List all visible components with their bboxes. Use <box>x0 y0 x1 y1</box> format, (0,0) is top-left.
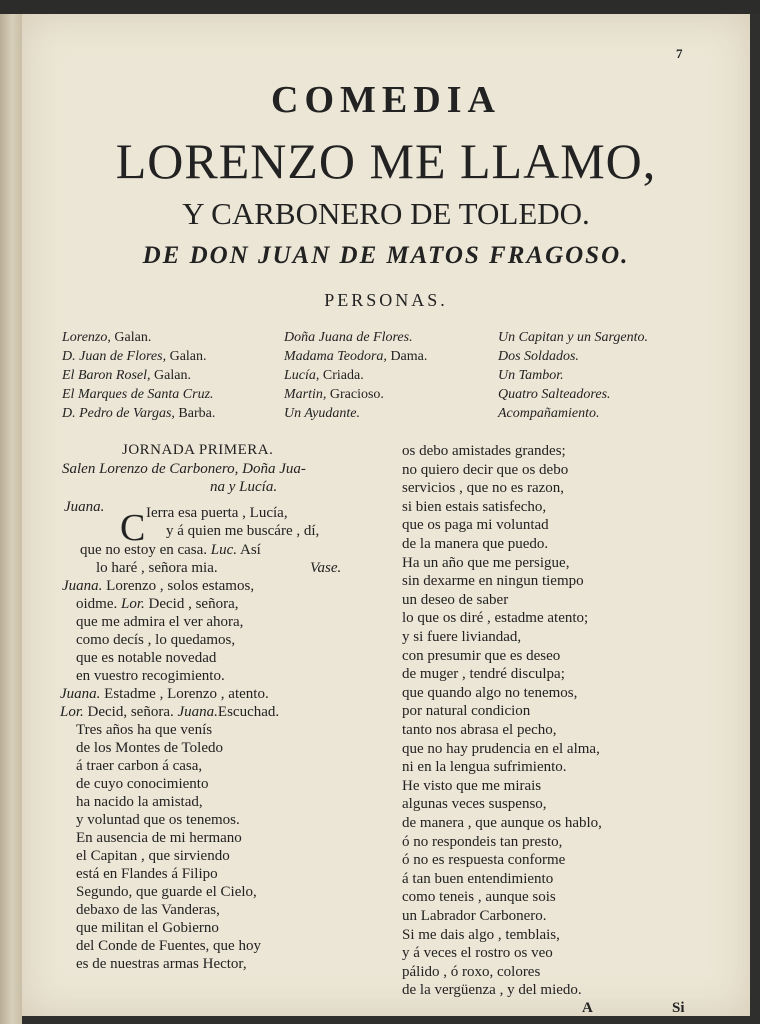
cast-role: Galan. <box>169 349 207 364</box>
verse-line: y voluntad que os tenemos. <box>76 812 240 828</box>
cast-role: , Galan. <box>107 330 152 345</box>
title-author: DE DON JUAN DE MATOS FRAGOSO. <box>142 242 630 269</box>
verse-line: está en Flandes á Filipo <box>76 866 218 882</box>
verse-line: ha nacido la amistad, <box>76 794 203 810</box>
cast-name: Madama Teodora, <box>284 349 387 364</box>
verse-line: de los Montes de Toledo <box>76 740 223 756</box>
verse-line: de manera , que aunque os hablo, <box>402 815 602 831</box>
book-binding-edge <box>0 14 23 1024</box>
verse-line: Ha un año que me persigue, <box>402 555 570 571</box>
cast-name: Un Ayudante. <box>284 406 360 421</box>
cast-name: Lucía <box>284 368 316 383</box>
cast-entry <box>284 406 427 425</box>
verse-line: á traer carbon á casa, <box>76 758 203 774</box>
cast-name: D. Juan de Flores, <box>62 349 167 364</box>
cast-role: Barba. <box>178 406 216 421</box>
verse-line: Segundo, que guarde el Cielo, <box>76 884 257 900</box>
title-subtitle: Y CARBONERO DE TOLEDO. <box>182 196 590 231</box>
verse-line: que quando algo no tenemos, <box>402 685 578 701</box>
verse-line: de muger , tendré disculpa; <box>402 666 565 682</box>
verse-line: el Capitan , que sirviendo <box>76 848 230 864</box>
verse-line: en vuestro recogimiento. <box>76 668 225 684</box>
cast-role: Dama. <box>390 349 428 364</box>
verse-line: con presumir que es deseo <box>402 648 561 664</box>
verse-line: que es notable novedad <box>76 650 217 666</box>
cast-entry <box>498 406 648 425</box>
cast-role: , Gracioso. <box>322 387 384 402</box>
cast-entry <box>284 349 427 368</box>
cast-entry <box>498 368 648 387</box>
verse-line: y si fuere liviandad, <box>402 629 522 645</box>
book-page <box>22 14 750 1016</box>
cast-entry <box>498 330 648 349</box>
cast-name: Martin <box>284 387 323 402</box>
verse-line: si bien estais satisfecho, <box>402 499 547 515</box>
verse-line: del Conde de Fuentes, que hoy <box>76 938 261 954</box>
cast-name: Lorenzo <box>62 330 108 345</box>
verse-line: tanto nos abrasa el pecho, <box>402 722 557 738</box>
cast-entry <box>62 387 215 406</box>
cast-name: El Baron Rosel, <box>62 368 151 383</box>
cast-name: Quatro Salteadores. <box>498 387 611 402</box>
cast-entry <box>498 349 648 368</box>
verse-line: Si me dais algo , temblais, <box>402 927 560 943</box>
verse-line: como teneis , aunque sois <box>402 889 556 905</box>
verse-line: servicios , que no es razon, <box>402 480 565 496</box>
verse-line: ni en la lengua sufrimiento. <box>402 759 567 775</box>
scan-right-border <box>750 14 760 1024</box>
verse-line: de la manera que puedo. <box>402 536 549 552</box>
page-number: 7 <box>676 46 683 61</box>
stage-direction: Salen Lorenzo de Carbonero, Doña Jua- <box>62 461 306 477</box>
personas-heading: PERSONAS. <box>324 290 448 310</box>
verse-line: que no hay prudencia en el alma, <box>402 741 600 757</box>
stage-exit: Vase. <box>310 560 342 576</box>
title-comedia: COMEDIA <box>271 79 501 121</box>
verse-line: que os paga mi voluntad <box>402 517 549 533</box>
cast-column-2 <box>284 330 427 425</box>
verse-line: He visto que me mirais <box>402 778 542 794</box>
verse-line: un deseo de saber <box>402 592 509 608</box>
verse-line: Lor. Decid, señora. Juana.Escuchad. <box>60 704 280 720</box>
verse-line: á tan buen entendimiento <box>402 871 554 887</box>
cast-name: Acompañamiento. <box>498 406 600 421</box>
verse-line: Ierra esa puerta , Lucía, <box>146 505 288 521</box>
cast-name: El Marques de Santa Cruz. <box>62 387 214 402</box>
verse-line: no quiero decir que os debo <box>402 462 569 478</box>
cast-role: Galan. <box>154 368 191 383</box>
cast-entry <box>62 406 215 425</box>
verse-line: ó no respondeis tan presto, <box>402 834 563 850</box>
cast-entry <box>498 387 648 406</box>
verse-line: debaxo de las Vanderas, <box>76 902 220 918</box>
cast-column-3 <box>498 330 648 425</box>
verse-line: un Labrador Carbonero. <box>402 908 547 924</box>
verse-line: algunas veces suspenso, <box>402 796 547 812</box>
cast-name: Doña Juana de Flores. <box>284 330 413 345</box>
cast-name: Dos Soldados. <box>498 349 579 364</box>
verse-line: es de nuestras armas Hector, <box>76 956 247 972</box>
catchword: Si <box>672 1000 685 1016</box>
verse-line: lo haré , señora mia. <box>96 560 218 576</box>
cast-entry <box>62 368 215 387</box>
verse-line: que militan el Gobierno <box>76 920 219 936</box>
cast-role: , Criada. <box>315 368 364 383</box>
scan-top-border <box>0 0 760 14</box>
cast-name: Un Tambor. <box>498 368 564 383</box>
cast-entry <box>284 330 427 349</box>
jornada-heading: JORNADA PRIMERA. <box>122 442 274 458</box>
verse-line: lo que os diré , estadme atento; <box>402 610 589 626</box>
verse-line: de cuyo conocimiento <box>76 776 209 792</box>
verse-line: por natural condicion <box>402 703 531 719</box>
verse-line: y á veces el rostro os veo <box>402 945 553 961</box>
cast-entry <box>284 387 427 406</box>
verse-line: Tres años ha que venís <box>76 722 213 738</box>
verse-line: Juana. Lorenzo , solos estamos, <box>62 578 255 594</box>
cast-name: Un Capitan y un Sargento. <box>498 330 648 345</box>
scan-bottom-border <box>22 1016 750 1024</box>
verse-line: Juana. Estadme , Lorenzo , atento. <box>60 686 269 702</box>
cast-entry <box>62 330 215 349</box>
speaker-label: Juana. <box>64 499 105 515</box>
drop-cap: C <box>120 507 146 549</box>
verse-line: oidme. Lor. Decid , señora, <box>76 596 239 612</box>
verse-line: y á quien me buscáre , dí, <box>166 523 320 539</box>
cast-entry <box>284 368 427 387</box>
verse-line: que no estoy en casa. Luc. Así <box>80 542 261 558</box>
verse-line: En ausencia de mi hermano <box>76 830 242 846</box>
title-main: LORENZO ME LLAMO, <box>115 133 657 189</box>
verse-line: de la vergüenza , y del miedo. <box>402 982 582 998</box>
verse-line: sin dexarme en ningun tiempo <box>402 573 584 589</box>
cast-name: D. Pedro de Vargas, <box>62 406 175 421</box>
stage-direction: na y Lucía. <box>210 479 278 495</box>
cast-entry <box>62 349 215 368</box>
verse-line: pálido , ó roxo, colores <box>402 964 541 980</box>
cast-column-1 <box>62 330 215 425</box>
verse-line: ó no es respuesta conforme <box>402 852 566 868</box>
signature-mark: A <box>582 1000 593 1016</box>
verse-line: que me admira el ver ahora, <box>76 614 244 630</box>
verse-line: como decís , lo quedamos, <box>76 632 236 648</box>
verse-line: os debo amistades grandes; <box>402 443 566 459</box>
